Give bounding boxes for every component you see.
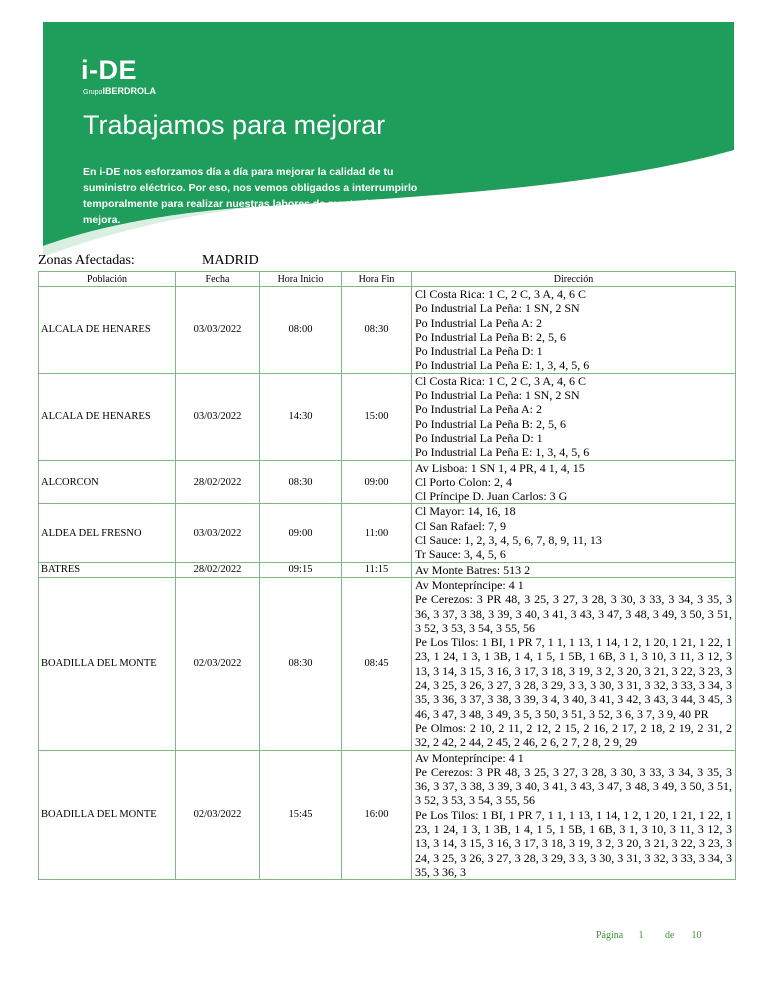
direccion-line: Po Industrial La Peña E: 1, 3, 4, 5, 6 — [415, 358, 590, 373]
direccion-line: Pe Los Tilos: 1 BI, 1 PR 7, 1 1, 1 13, 1 14, 1 2, 1 20, 1 21, 1 22, 1 23, 1 24, 1 3, 1 3B, 1 4, 1 5, 1 5B, 1 6B, 3 1, 3 10, 3 11, 3 12, 3 13, 3 14, 3 15, 3 16, 3 17, 3 18, 3 19, 3 2, 3 20, 3 21, 3 22, 3 23, 3 24, 3 25, 3 26, 3 27, 3 28, 3 29, 3 3, 3 30, 3 31, 3 32, 3 33, 3 34, 3 35, 3 36, 3 37, 3 38, 3 39, 3 4, 3 40, 3 41, 3 42, 3 43, 3 44, 3 45, 3 46, 3 47, 3 48, 3 49, 3 5, 3 50, 3 51, 3 52, 3 6, 3 7, 3 9, 40 PR — [415, 635, 732, 721]
cell-hora-inicio: 09:00 — [260, 504, 342, 562]
cell-hora-inicio: 14:30 — [260, 373, 342, 460]
cell-direccion — [412, 504, 736, 562]
header-poblacion: Población — [39, 272, 176, 287]
direccion-line: Cl Príncipe D. Juan Carlos: 3 G — [415, 489, 568, 504]
logo-group — [83, 86, 156, 96]
direccion-line: Pe Los Tilos: 1 BI, 1 PR 7, 1 1, 1 13, 1 14, 1 2, 1 20, 1 21, 1 22, 1 23, 1 24, 1 3, 1 3B, 1 4, 1 5, 1 5B, 1 6B, 3 1, 3 10, 3 11, 3 12, 3 13, 3 14, 3 15, 3 16, 3 17, 3 18, 3 19, 3 2, 3 20, 3 21, 3 22, 3 23, 3 24, 3 25, 3 26, 3 27, 3 28, 3 29, 3 3, 3 30, 3 31, 3 32, 3 33, 3 34, 3 35, 3 36, 3 — [415, 807, 732, 879]
direccion-line: Cl Costa Rica: 1 C, 2 C, 3 A, 4, 6 C — [415, 373, 587, 388]
direccion-line: Po Industrial La Peña: 1 SN, 2 SN — [415, 388, 580, 403]
cell-hora-fin: 08:30 — [342, 287, 412, 374]
cell-direccion — [412, 460, 736, 504]
cell-fecha: 03/03/2022 — [176, 373, 260, 460]
cell-poblacion: ALCORCON — [39, 460, 176, 504]
cell-poblacion: ALDEA DEL FRESNO — [39, 504, 176, 562]
table-row — [39, 750, 736, 880]
cell-hora-inicio: 09:15 — [260, 562, 342, 577]
cell-poblacion: ALCALA DE HENARES — [39, 287, 176, 374]
cell-direccion — [412, 750, 736, 880]
table-row — [39, 562, 736, 577]
direccion-line: Cl Costa Rica: 1 C, 2 C, 3 A, 4, 6 C — [415, 287, 587, 301]
direccion-line: Po Industrial La Peña A: 2 — [415, 402, 542, 417]
cell-hora-fin: 16:00 — [342, 750, 412, 880]
header-banner — [43, 22, 734, 257]
direccion-line: Po Industrial La Peña: 1 SN, 2 SN — [415, 301, 580, 316]
zona-label: Zonas Afectadas: — [38, 253, 135, 268]
header-hora-inicio: Hora Inicio — [260, 272, 342, 287]
zona-value: MADRID — [202, 253, 259, 268]
page-label: Página — [596, 930, 624, 941]
table-row — [39, 373, 736, 460]
header-fecha: Fecha — [176, 272, 260, 287]
cell-poblacion: ALCALA DE HENARES — [39, 373, 176, 460]
banner-text: En i-DE nos esforzamos día a día para mejorar la calidad de tu suministro eléctrico. Por eso, nos vemos obligados a interrumpirlo temporalmente para realizar nuestras labores de mantenimiento y mejora. — [83, 166, 418, 226]
cell-direccion — [412, 562, 736, 577]
table-row — [39, 504, 736, 562]
cortes-table — [38, 271, 736, 880]
banner-title: Trabajamos para mejorar — [83, 110, 386, 140]
direccion-line: Pe Olmos: 2 10, 2 11, 2 12, 2 15, 2 16, 2 17, 2 18, 2 19, 2 31, 2 32, 2 42, 2 44, 2 45, 2 46, 2 6, 2 7, 2 8, 2 9, 29 — [415, 720, 732, 750]
cell-hora-inicio: 08:00 — [260, 287, 342, 374]
direccion-line: Av Monte Batres: 513 2 — [415, 562, 531, 577]
cell-direccion — [412, 373, 736, 460]
direccion-line: Po Industrial La Peña A: 2 — [415, 315, 542, 330]
cell-poblacion: BOADILLA DEL MONTE — [39, 750, 176, 880]
cell-hora-fin: 15:00 — [342, 373, 412, 460]
zona-afectada — [38, 253, 259, 269]
direccion-line: Av Montepríncipe: 4 1 — [415, 750, 524, 765]
direccion-line: Av Lisboa: 1 SN 1, 4 PR, 4 1, 4, 15 — [415, 460, 585, 475]
direccion-line: Po Industrial La Peña B: 2, 5, 6 — [415, 416, 566, 431]
cell-poblacion: BOADILLA DEL MONTE — [39, 577, 176, 750]
direccion-line: Av Montepríncipe: 4 1 — [415, 577, 524, 592]
direccion-line: Po Industrial La Peña E: 1, 3, 4, 5, 6 — [415, 445, 590, 460]
logo-brand: IBERDROLA — [102, 86, 156, 96]
logo-group-label: Grupo — [83, 89, 103, 96]
cell-direccion — [412, 287, 736, 374]
direccion-line: Po Industrial La Peña D: 1 — [415, 430, 543, 445]
cell-hora-inicio: 15:45 — [260, 750, 342, 880]
cell-direccion — [412, 577, 736, 750]
page-number: 1 — [638, 930, 644, 941]
direccion-line: Pe Cerezos: 3 PR 48, 3 25, 3 27, 3 28, 3 30, 3 33, 3 34, 3 35, 3 36, 3 37, 3 38, 3 39, 3 40, 3 41, 3 43, 3 47, 3 48, 3 49, 3 50, 3 51, 3 52, 3 53, 3 54, 3 55, 56 — [415, 764, 732, 808]
cell-fecha: 02/03/2022 — [176, 750, 260, 880]
header-hora-fin: Hora Fin — [342, 272, 412, 287]
cell-hora-fin: 09:00 — [342, 460, 412, 504]
direccion-line: Cl Mayor: 14, 16, 18 — [415, 504, 516, 519]
page-total: 10 — [691, 930, 702, 941]
direccion-line: Tr Sauce: 3, 4, 5, 6 — [415, 547, 506, 562]
header-direccion: Dirección — [412, 272, 736, 287]
direccion-line: Cl Sauce: 1, 2, 3, 4, 5, 6, 7, 8, 9, 11, 13 — [415, 533, 602, 548]
table-row — [39, 577, 736, 750]
table-header-row — [39, 272, 736, 287]
cell-fecha: 03/03/2022 — [176, 287, 260, 374]
cell-hora-fin: 08:45 — [342, 577, 412, 750]
of-label: de — [665, 930, 675, 941]
direccion-line: Po Industrial La Peña D: 1 — [415, 344, 543, 359]
logo: i-DE — [81, 55, 137, 85]
cell-fecha: 03/03/2022 — [176, 504, 260, 562]
cell-hora-fin: 11:00 — [342, 504, 412, 562]
direccion-line: Pe Cerezos: 3 PR 48, 3 25, 3 27, 3 28, 3 30, 3 33, 3 34, 3 35, 3 36, 3 37, 3 38, 3 39, 3 40, 3 41, 3 43, 3 47, 3 48, 3 49, 3 50, 3 51, 3 52, 3 53, 3 54, 3 55, 56 — [415, 592, 732, 635]
direccion-line: Po Industrial La Peña B: 2, 5, 6 — [415, 329, 566, 344]
direccion-line: Cl San Rafael: 7, 9 — [415, 518, 506, 533]
direccion-line: Cl Porto Colon: 2, 4 — [415, 474, 513, 489]
table-row — [39, 287, 736, 374]
cell-hora-inicio: 08:30 — [260, 577, 342, 750]
cell-fecha: 28/02/2022 — [176, 562, 260, 577]
cell-fecha: 02/03/2022 — [176, 577, 260, 750]
page-footer — [596, 930, 702, 941]
cell-hora-inicio: 08:30 — [260, 460, 342, 504]
cell-fecha: 28/02/2022 — [176, 460, 260, 504]
cell-hora-fin: 11:15 — [342, 562, 412, 577]
table-row — [39, 460, 736, 504]
cell-poblacion: BATRES — [39, 562, 176, 577]
